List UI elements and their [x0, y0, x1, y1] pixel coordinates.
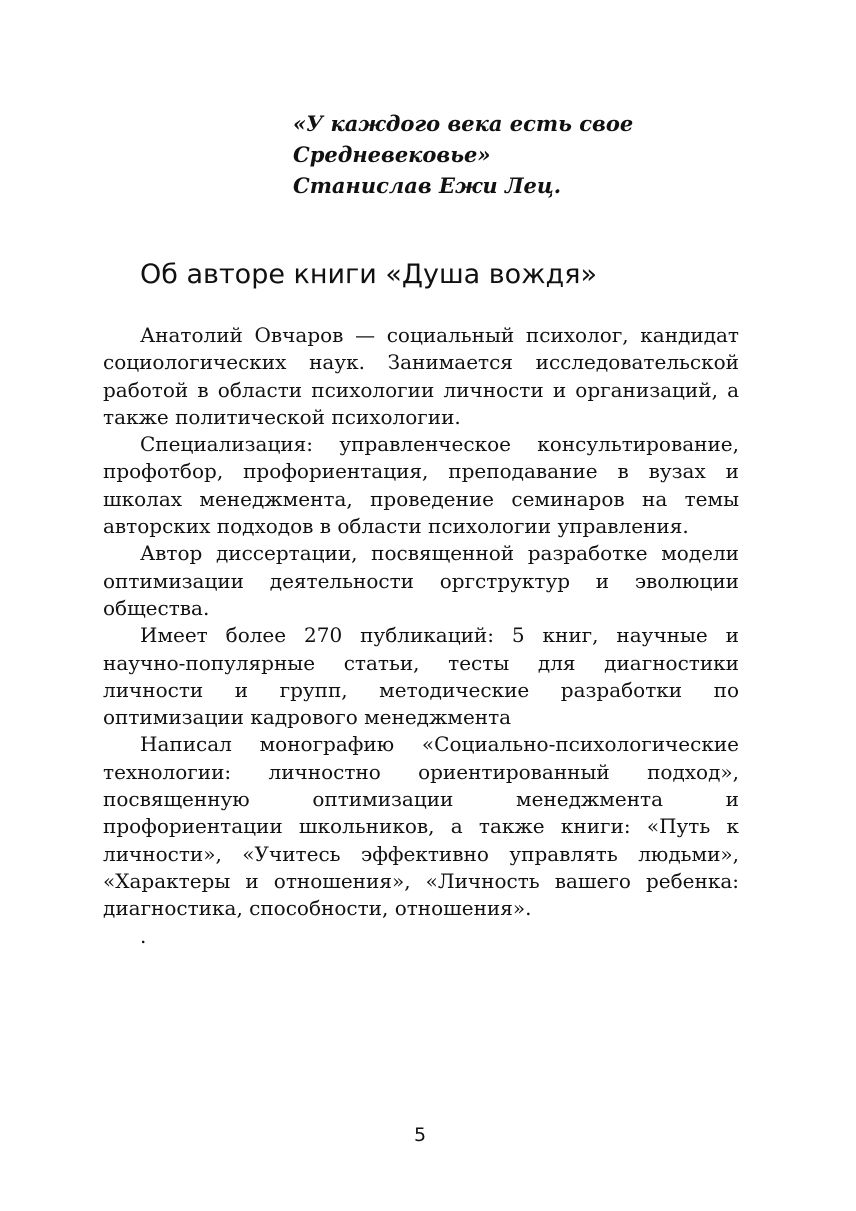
paragraph-bio: Анатолий Овчаров — социальный психолог, кандидат социологических наук. Занимается исследовательской работой в области психологии личности и организаций, а также политической психологии.: [103, 323, 739, 429]
paragraph-monograph: Написал монографию «Социально-психологические технологии: личностно ориентированный подход», посвященную оптимизации менеджмента и профориентации школьников, а также книги: «Путь к личности», «Учитесь эффективно управлять людьми», «Характеры и отношения», «Личность вашего ребенка: диагностика, способности, отношения».: [103, 732, 739, 921]
epigraph: [293, 108, 743, 201]
paragraph-publications: Имеет более 270 публикаций: 5 книг, научные и научно-популярные статьи, тесты для диагностики личности и групп, методические разработки по оптимизации кадрового менеджмента: [103, 623, 739, 730]
paragraph-dissertation: Автор диссертации, посвященной разработке модели оптимизации деятельности оргструктур и эволюции общества.: [103, 541, 739, 620]
body-text: [103, 322, 739, 950]
paragraph-specialization: Специализация: управленческое консультирование, профотбор, профориентация, преподавание в вузах и школах менеджмента, проведение семинаров на темы авторских подходов в области психологии управления.: [103, 432, 739, 539]
epigraph-author: Станислав Ежи Лец.: [293, 173, 562, 198]
epigraph-line: Средневековье»: [293, 142, 491, 167]
epigraph-line: «У каждого века есть свое: [293, 111, 634, 136]
paragraph-stray-dot: .: [140, 923, 147, 948]
section-heading: Об авторе книги «Душа вождя»: [140, 259, 597, 290]
page-number: 5: [413, 1124, 427, 1146]
